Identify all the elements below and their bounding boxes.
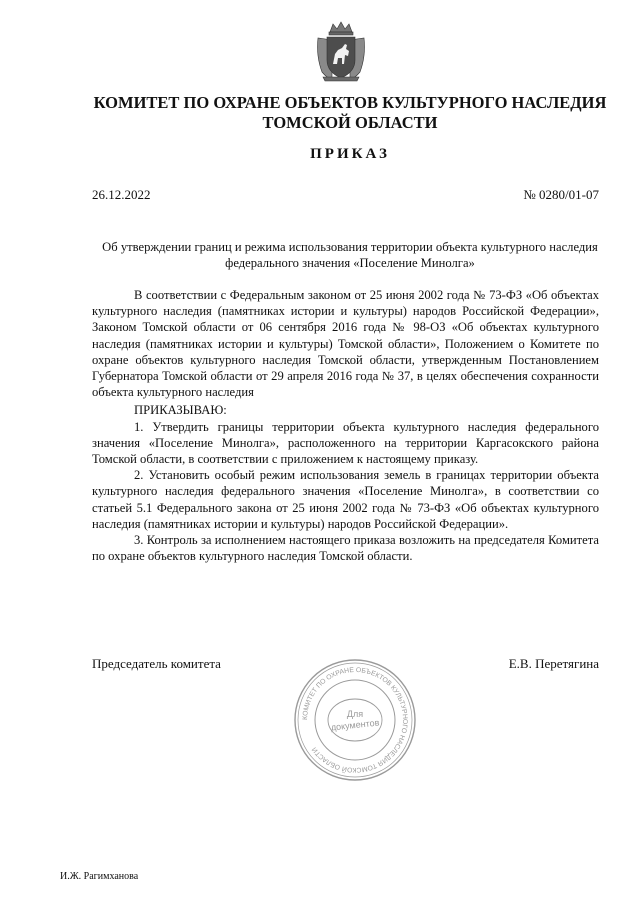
stamp-center-line-2: документов — [330, 717, 380, 733]
stamp-center-line-1: Для — [346, 709, 364, 719]
doc-date: 26.12.2022 — [92, 187, 151, 202]
doc-number: № 0280/01-07 — [523, 187, 599, 202]
org-title: КОМИТЕТ ПО ОХРАНЕ ОБЪЕКТОВ КУЛЬТУРНОГО НАСЛЕДИЯ ТОМСКОЙ ОБЛАСТИ — [93, 93, 607, 132]
seal-stamp-icon — [293, 658, 417, 782]
order-item-3: 3. Контроль за исполнением настоящего приказа возложить на председателя Комитета по охране объектов культурного наследия Томской области. — [92, 533, 599, 564]
stamp-ring-text: КОМИТЕТ ПО ОХРАНЕ ОБЪЕКТОВ КУЛЬТУРНОГО НАСЛЕДИЯ ТОМСКОЙ ОБЛАСТИ — [301, 666, 409, 774]
order-item-2: 2. Установить особый режим использования земель в границах территории объекта культурного наследия федерального значения «Поселение Минолга», в соответствии со статьей 5.1 Федерального закона от 25 июня 2002 года № 73-ФЗ «Об объектах культурного наследия (памятниках истории и культуры) народов Российской Федерации». — [92, 468, 599, 531]
signer-position: Председатель комитета — [92, 656, 221, 671]
signer-name: Е.В. Перетягина — [508, 656, 599, 671]
doc-type-title: ПРИКАЗ — [310, 146, 390, 162]
doc-body — [92, 287, 599, 564]
tomsk-region-coat-of-arms-icon — [314, 20, 368, 82]
order-item-1: 1. Утвердить границы территории объекта культурного наследия федерального значения «Поселение Минолга», расположенного на территории Каргасокского района Томской области, в соответствии с приложением к настоящему приказу. — [92, 419, 599, 467]
executor-name: И.Ж. Рагимханова — [60, 871, 139, 882]
order-word: ПРИКАЗЫВАЮ: — [134, 403, 227, 418]
preamble-paragraph: В соответствии с Федеральным законом от 25 июня 2002 года № 73-ФЗ «Об объектах культурного наследия (памятниках истории и культуры) народов Российской Федерации», Законом Томской области от 06 сентября 2016 года № 98-ОЗ «Об объектах культурного наследия (памятниках истории и культуры) Томской области», Положением о Комитете по охране объектов культурного наследия Томской области, утвержденным Постановлением Губернатора Томской области от 29 апреля 2016 года № 37, в целях обеспечения сохранности объекта культурного наследия — [92, 288, 599, 400]
doc-subject: Об утверждении границ и режима использования территории объекта культурного наследия федерального значения «Поселение Минолга» — [102, 240, 598, 270]
